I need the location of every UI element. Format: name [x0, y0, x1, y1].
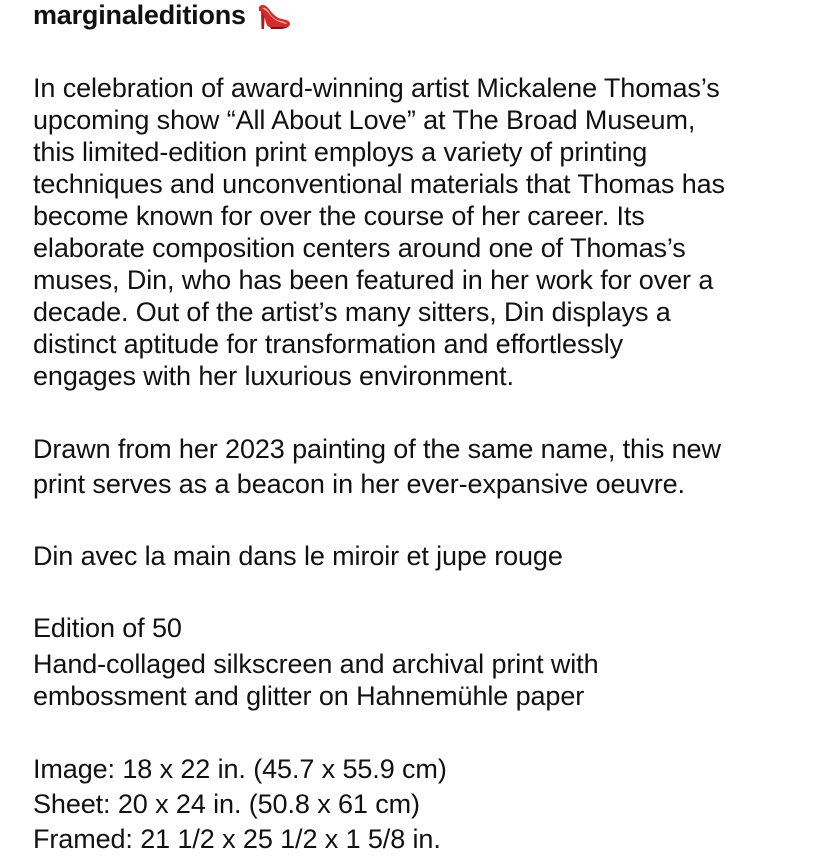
username-link[interactable]: marginaleditions	[33, 0, 246, 30]
caption-paragraph-drawn-from: Drawn from her 2023 painting of the same name, this new print serves as a beacon in her ever-expansive oeuvre.	[33, 434, 721, 499]
red-high-heel-icon	[256, 0, 292, 31]
post-caption	[33, 0, 813, 854]
caption-paragraph-intro: In celebration of award-winning artist Mickalene Thomas’s upcoming show “All About Love” at The Broad Museum, this limited-edition print employs a variety of printing techniques and unconventional materials that Thomas has become known for over the course of her career. Its elaborate composition centers around one of Thomas’s muses, Din, who has been featured in her work for over a decade. Out of the artist’s many sitters, Din displays a distinct aptitude for transformation and effortlessly engages with her luxurious environment.	[33, 73, 725, 391]
artwork-dimensions: Image: 18 x 22 in. (45.7 x 55.9 cm) Sheet: 20 x 24 in. (50.8 x 61 cm) Framed: 21 1/2 x 25 1/2 x 1 5/8 in.	[33, 754, 447, 854]
post-header	[33, 0, 813, 32]
artwork-title: Din avec la main dans le miroir et jupe rouge	[33, 541, 563, 571]
artwork-medium: Hand-collaged silkscreen and archival print with embossment and glitter on Hahnemühle paper	[33, 649, 599, 711]
edition-size: Edition of 50	[33, 613, 182, 643]
